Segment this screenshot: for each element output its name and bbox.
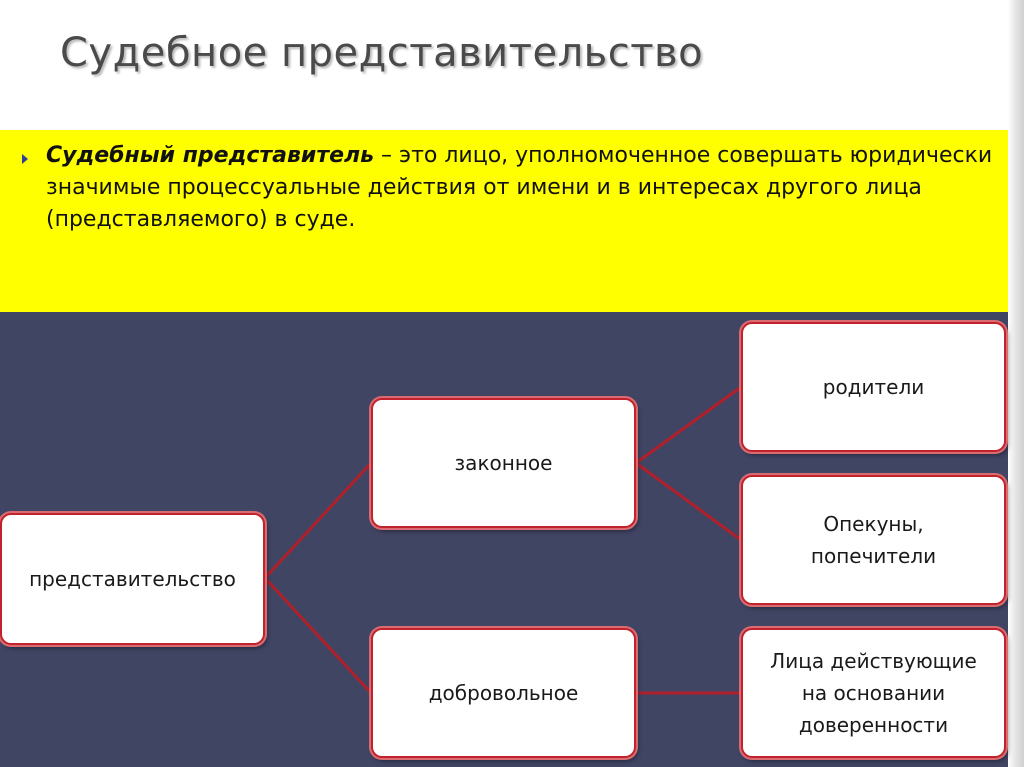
definition-body: это лицо, уполномоченное совершать юридически значимые процессуальные действия от имени и в интересах другого лица (представляемого) в суде.: [46, 143, 993, 232]
node-representation: [0, 513, 265, 645]
node-parents-label: родители: [822, 375, 925, 399]
node-guardians-line-1: Опекуны,: [823, 512, 924, 536]
slide-title: Судебное представительство: [60, 30, 704, 76]
node-voluntary: [371, 628, 636, 758]
node-representation-label: представительство: [29, 567, 236, 591]
node-proxy-line-2: на основании: [801, 681, 946, 705]
node-guardians-line-2: попечители: [810, 544, 937, 568]
connector-legal-guardians: [636, 463, 741, 540]
connector-legal-parents: [636, 387, 741, 463]
node-proxy: [741, 628, 1006, 758]
connector-root-legal: [265, 463, 371, 578]
node-parents: [741, 322, 1006, 452]
node-legal-label: законное: [454, 451, 553, 475]
node-proxy-line-3: доверенности: [798, 713, 949, 737]
node-voluntary-label: добровольное: [428, 681, 579, 705]
definition-separator: –: [374, 143, 400, 168]
node-guardians: [741, 475, 1006, 605]
node-legal: [371, 398, 636, 528]
definition-term: Судебный представитель: [46, 143, 375, 168]
connector-root-voluntary: [265, 578, 371, 693]
node-proxy-line-1: Лица действующие: [770, 649, 977, 673]
